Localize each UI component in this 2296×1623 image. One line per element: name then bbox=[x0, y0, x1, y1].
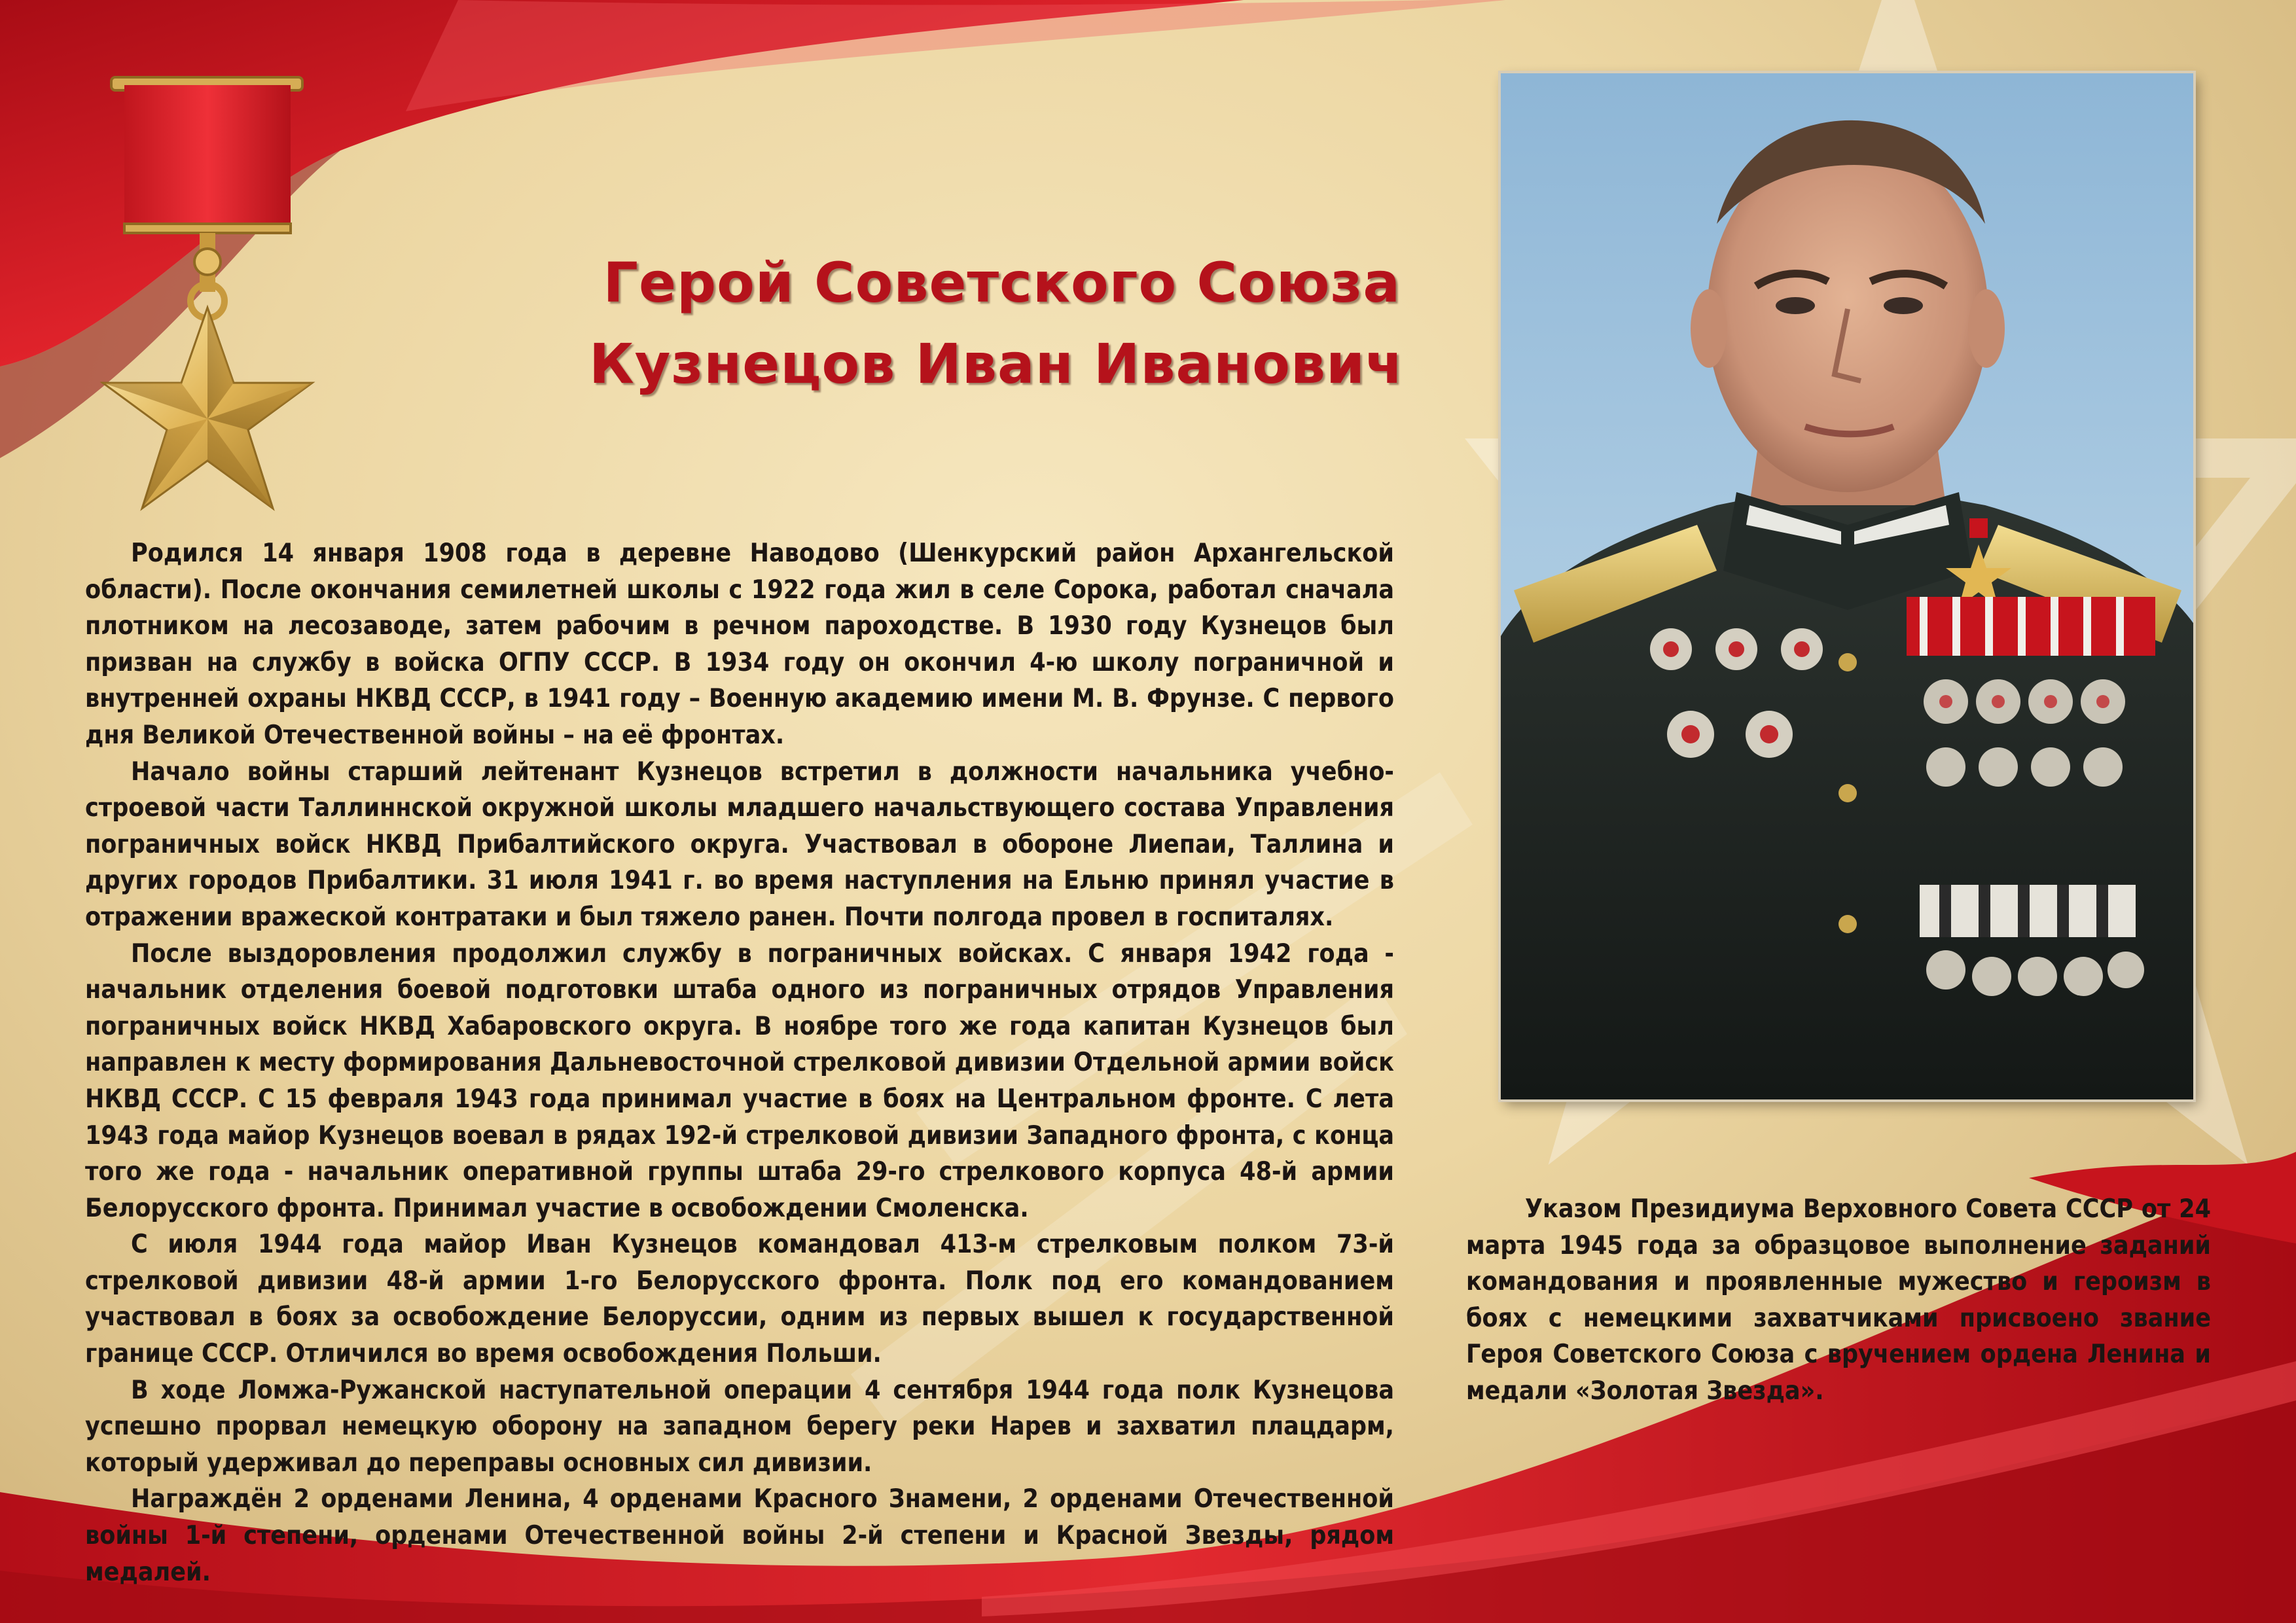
gold-star-medal-icon bbox=[98, 65, 360, 524]
paragraph: После выздоровления продолжил службу в пограничных войсках. С января 1942 года - начальник отделения боевой подготовки штаба одного из пограничных отрядов Управления пограничных войск НКВД Хабаровского округа. В ноябре того же года капитан Кузнецов был направлен к месту формирования Дальневосточной стрелковой дивизии Отдельной армии войск НКВД СССР. С 15 февраля 1943 года принимал участие в боях на Центральном фронте. С лета 1943 года майор Кузнецов воевал в рядах 192-й стрелковой дивизии Западного фронта, с конца того же года - начальник оперативной группы штаба 29-го стрелкового корпуса 48-й армии Белорусского фронта. Принимал участие в освобождении Смоленска. bbox=[85, 938, 1394, 1223]
paragraph: В ходе Ломжа-Ружанской наступательной операции 4 сентября 1944 года полк Кузнецова успешно прорвал немецкую оборону на западном берегу реки Нарев и захватил плацдарм, который удерживал до переправы основных сил дивизии. bbox=[85, 1375, 1394, 1478]
decree-text bbox=[1466, 1191, 2211, 1410]
page-title bbox=[589, 242, 1404, 404]
paragraph: Родился 14 января 1908 года в деревне Наводово (Шенкурский район Архангельской области). После окончания семилетней школы с 1922 года жил в селе Сорока, работал сначала плотником на лесозаводе, затем рабочим в речном пароходстве. В 1930 году Кузнецов был призван на службу в войска ОГПУ СССР. В 1934 году он окончил 4-ю школу пограничной и внутренней охраны НКВД СССР, в 1941 году – Военную академию имени М. В. Фрунзе. С первого дня Великой Отечественной войны – на её фронтах. bbox=[85, 539, 1394, 750]
biography-text bbox=[85, 535, 1394, 1590]
decree-paragraph: Указом Президиума Верховного Совета СССР от 24 марта 1945 года за образцовое выполнение заданий командования и проявленные мужество и героизм в боях с немецкими захватчиками присвоено звание Героя Советского Союза с вручением ордена Ленина и медали «Золотая Звезда». bbox=[1466, 1194, 2211, 1406]
paragraph: Начало войны старший лейтенант Кузнецов встретил в должности начальника учебно-строевой части Таллиннской окружной школы младшего начальствующего состава Управления пограничных войск НКВД Прибалтийского округа. Участвовал в обороне Лиепаи, Таллина и других городов Прибалтики. 31 июля 1941 г. во время наступления на Ельню принял участие в отражении вражеской контратаки и был тяжело ранен. Почти полгода провел в госпиталях. bbox=[85, 757, 1394, 932]
paragraph: Награждён 2 орденами Ленина, 4 орденами Красного Знамени, 2 орденами Отечественной войны 1-й степени, орденами Отечественной войны 2-й степени и Красной Звезды, рядом медалей. bbox=[85, 1484, 1394, 1587]
title-line-1: Герой Советского Союза bbox=[603, 251, 1401, 315]
title-line-2: Кузнецов Иван Иванович bbox=[589, 332, 1404, 396]
portrait-photo bbox=[1501, 73, 2193, 1099]
paragraph: С июля 1944 года майор Иван Кузнецов командовал 413-м стрелковым полком 73-й стрелковой дивизии 48-й армии 1-го Белорусского фронта. Полк под его командованием участвовал в боях за освобождение Белоруссии, одним из первых вышел к государственной границе СССР. Отличился во время освобождения Польши. bbox=[85, 1230, 1394, 1369]
